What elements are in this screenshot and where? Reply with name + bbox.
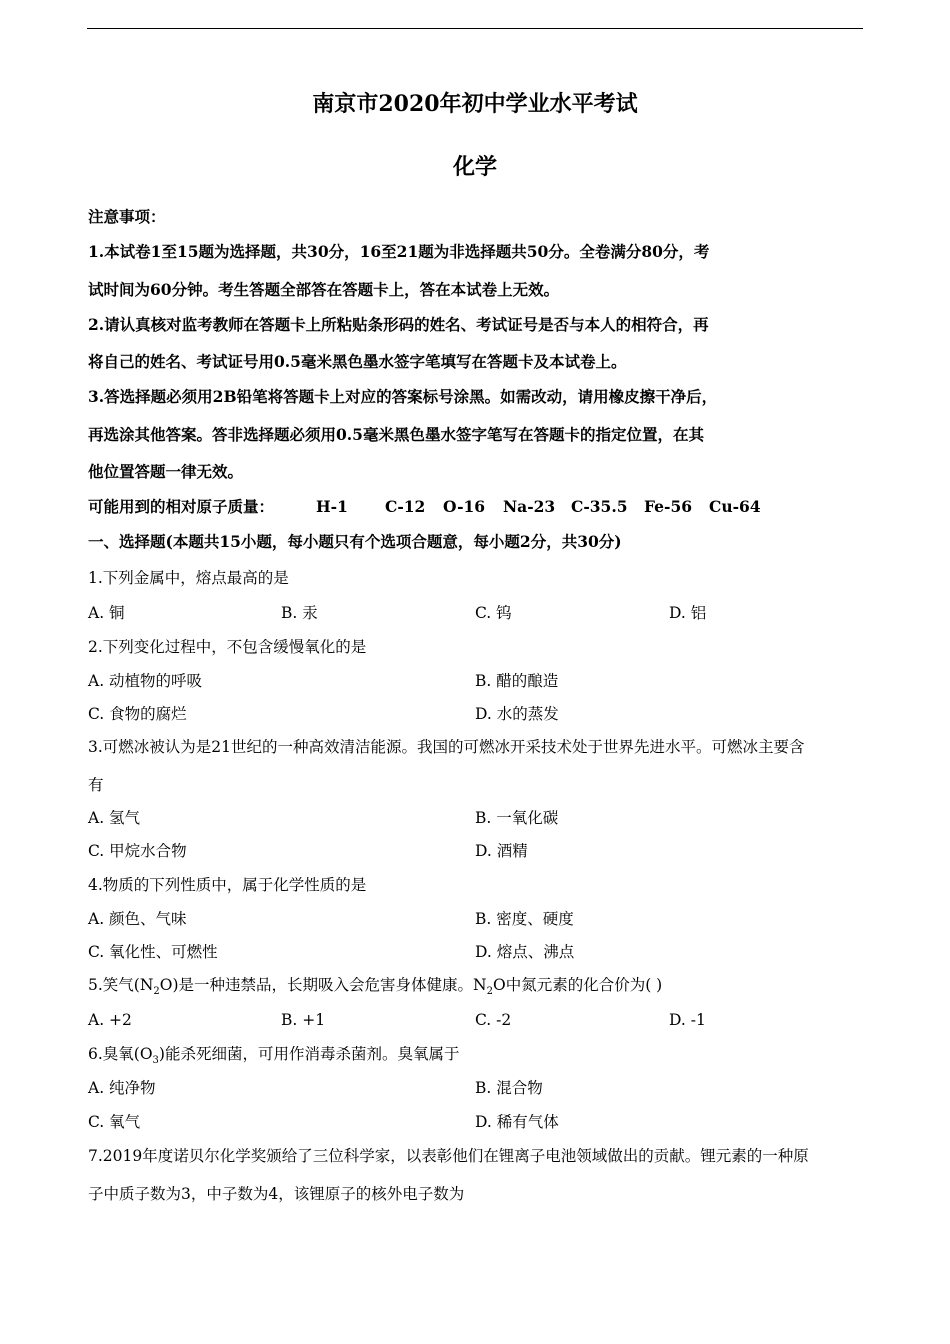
option-d: D. 水的蒸发 [475,705,559,723]
option-c: C. 钨 [475,604,512,622]
question-stem: 6.臭氧$(O_3)$能杀死细菌，可用作消毒杀菌剂。臭氧属于 [88,1045,460,1067]
question-stem: 7.2019年度诺贝尔化学奖颁给了三位科学家，以表彰他们在锂离子电池领域做出的贡献。锂元素的一种原 [88,1147,809,1165]
option-c: C. 氧气 [88,1113,141,1131]
atomic-mass-item: Na-23 [503,497,556,516]
atomic-mass-item: O-16 [443,497,486,516]
question-stem: 3.可燃冰被认为是21世纪的一种高效清洁能源。我国的可燃冰开采技术处于世界先进水平。可燃冰主要含 [88,738,805,756]
option-b: B. 醋的酿造 [475,672,559,690]
header-rule [87,28,863,29]
notes-heading: 注意事项： [88,207,166,226]
option-a: A. 氢气 [88,809,141,827]
option-b: B. 混合物 [475,1079,543,1097]
note-line: 再选涂其他答案。答非选择题必须用0.5毫米黑色墨水签字笔写在答题卡的指定位置，在其 [88,425,704,444]
option-a: A. 纯净物 [88,1079,156,1097]
question-stem-cont: 有 [88,776,104,794]
option-a: A. +2 [88,1011,132,1029]
exam-title: 南京市2020年初中学业水平考试 [312,91,638,117]
option-c: C. -2 [475,1011,512,1029]
atomic-mass-item: C-35.5 [571,497,628,516]
option-c: C. 甲烷水合物 [88,842,187,860]
option-b: B. +1 [281,1011,326,1029]
option-a: A. 颜色、气味 [88,910,187,928]
question-stem-cont: 子中质子数为3，中子数为4，该锂原子的核外电子数为 [88,1185,465,1203]
atomic-mass-item: Cu-64 [709,497,761,516]
atomic-mass-item: H-1 [316,497,348,516]
option-a: A. 动植物的呼吸 [88,672,203,690]
atomic-mass-item: Fe-56 [644,497,693,516]
option-b: B. 密度、硬度 [475,910,574,928]
option-b: B. 汞 [281,604,318,622]
note-line: 1.本试卷1至15题为选择题，共30分，16至21题为非选择题共50分。全卷满分80分，考 [88,242,710,261]
question-stem: 1.下列金属中，熔点最高的是 [88,569,289,587]
section-heading: 一、选择题(本题共15小题，每小题只有个选项合题意，每小题2分，共30分) [88,532,622,551]
option-d: D. 铝 [669,604,707,622]
option-d: D. 稀有气体 [475,1113,559,1131]
question-stem: 4.物质的下列性质中，属于化学性质的是 [88,876,367,894]
atomic-mass-item: C-12 [385,497,426,516]
note-line: 2.请认真核对监考教师在答题卡上所粘贴条形码的姓名、考试证号是否与本人的相符合，再 [88,315,709,334]
option-b: B. 一氧化碳 [475,809,559,827]
option-d: D. -1 [669,1011,706,1029]
note-line: 3.答选择题必须用2B铅笔将答题卡上对应的答案标号涂黑。如需改动，请用橡皮擦干净后， [88,387,718,406]
question-stem: 2.下列变化过程中，不包含缓慢氧化的是 [88,638,367,656]
option-d: D. 酒精 [475,842,528,860]
option-c: C. 氧化性、可燃性 [88,943,218,961]
subject-title: 化学 [452,154,497,180]
note-line: 将自己的姓名、考试证号用0.5毫米黑色墨水签字笔填写在答题卡及本试卷上。 [88,352,627,371]
option-c: C. 食物的腐烂 [88,705,187,723]
note-line: 试时间为60分钟。考生答题全部答在答题卡上，答在本试卷上无效。 [88,280,560,299]
note-line: 他位置答题一律无效。 [88,462,244,481]
question-stem: 5.笑气$(N_2O)$是一种违禁品，长期吸入会危害身体健康。$N_2O$中氮元素的化合价为( ) [88,976,663,998]
option-a: A. 铜 [88,604,125,622]
option-d: D. 熔点、沸点 [475,943,575,961]
atomic-mass-label: 可能用到的相对原子质量： [88,497,275,516]
